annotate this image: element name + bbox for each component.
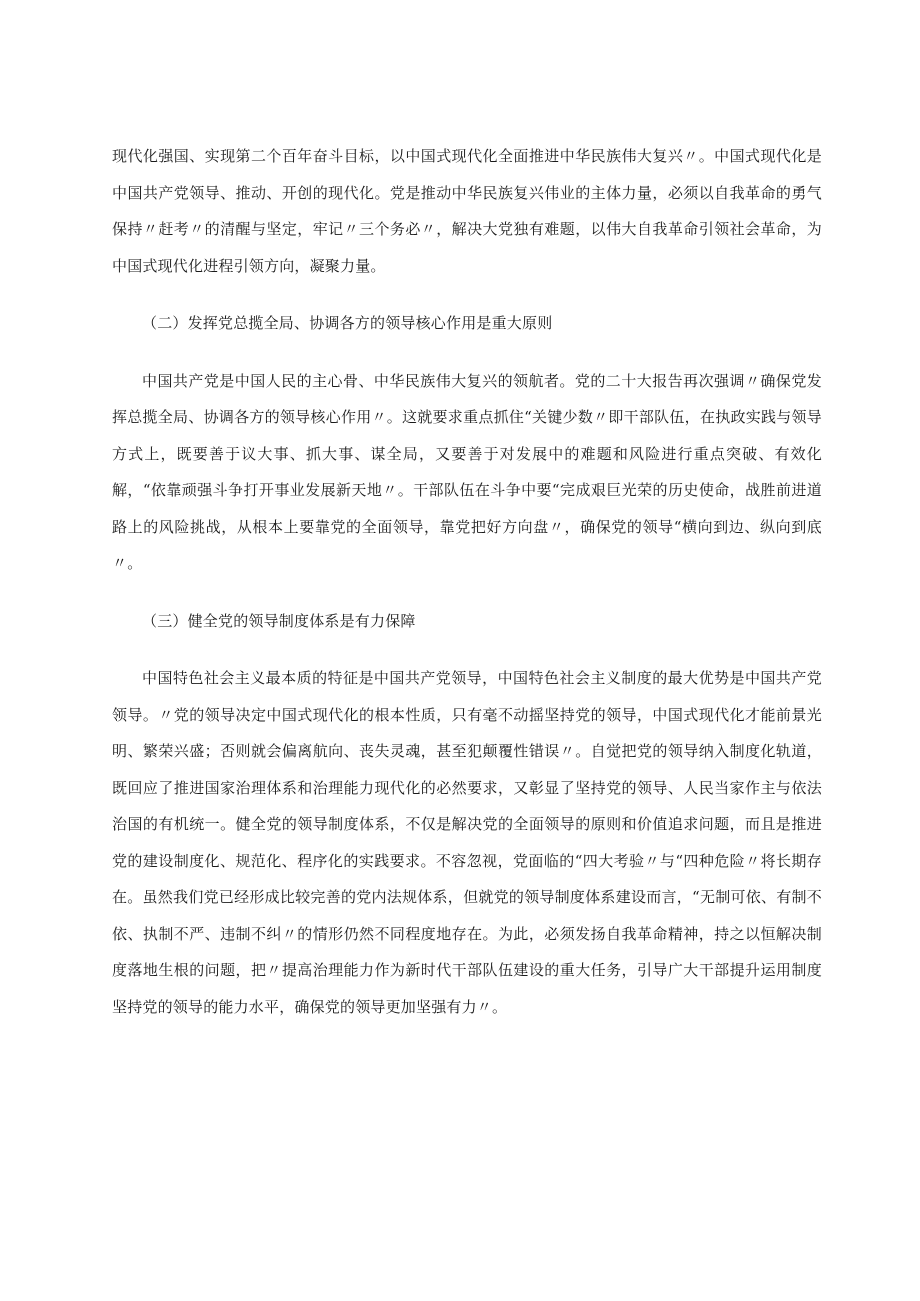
body-paragraph-1: 现代化强国、实现第二个百年奋斗目标，以中国式现代化全面推进中华民族伟大复兴〃。中国式现代化是中国共产党领导、推动、开创的现代化。党是推动中华民族复兴伟业的主体力量，必须以自我革命的勇气保持〃赶考〃的清醒与坚定，牢记〃三个务必〃，解决大党独有难题，以伟大自我革命引领社会革命，为中国式现代化进程引领方向，凝聚力量。 bbox=[112, 147, 822, 275]
spacer bbox=[112, 342, 822, 363]
spacer bbox=[112, 639, 822, 660]
spacer bbox=[112, 284, 822, 305]
section-heading-2: （二）发挥党总揽全局、协调各方的领导核心作用是重大原则 bbox=[142, 314, 553, 332]
body-paragraph-3: 中国特色社会主义最本质的特征是中国共产党领导，中国特色社会主义制度的最大优势是中国共产党领导。〃党的领导决定中国式现代化的根本性质，只有毫不动摇坚持党的领导，中国式现代化才能前景光明、繁荣兴盛；否则就会偏离航向、丧失灵魂，甚至犯颠覆性错误〃。自觉把党的领导纳入制度化轨道，既回应了推进国家治理体系和治理能力现代化的必然要求，又彰显了坚持党的领导、人民当家作主与依法治国的有机统一。健全党的领导制度体系，不仅是解决党的全面领导的原则和价值追求问题，而且是推进党的建设制度化、规范化、程序化的实践要求。不容忽视，党面临的“四大考验〃与“四种危险〃将长期存在。虽然我们党已经形成比较完善的党内法规体系，但就党的领导制度体系建设而言，“无制可依、有制不依、执制不严、违制不纠〃的情形仍然不同程度地存在。为此，必须发扬自我革命精神，持之以恒解决制度落地生根的问题，把〃提高治理能力作为新时代干部队伍建设的重大任务，引导广大干部提升运用制度坚持党的领导的能力水平，确保党的领导更加坚强有力〃。 bbox=[112, 669, 822, 1016]
spacer bbox=[112, 582, 822, 603]
body-paragraph-2: 中国共产党是中国人民的主心骨、中华民族伟大复兴的领航者。党的二十大报告再次强调〃确保党发挥总揽全局、协调各方的领导核心作用〃。这就要求重点抓住“关键少数〃即干部队伍，在执政实践与领导方式上，既要善于议大事、抓大事、谋全局，又要善于对发展中的难题和风险进行重点突破、有效化解，“依靠顽强斗争打开事业发展新天地〃。干部队伍在斗争中要“完成艰巨光荣的历史使命，战胜前进道路上的风险挑战，从根本上要靠党的全面领导，靠党把好方向盘〃，确保党的领导“横向到边、纵向到底〃。 bbox=[112, 371, 822, 572]
document-body bbox=[112, 138, 822, 1025]
section-heading-3: （三）健全党的领导制度体系是有力保障 bbox=[142, 611, 416, 630]
